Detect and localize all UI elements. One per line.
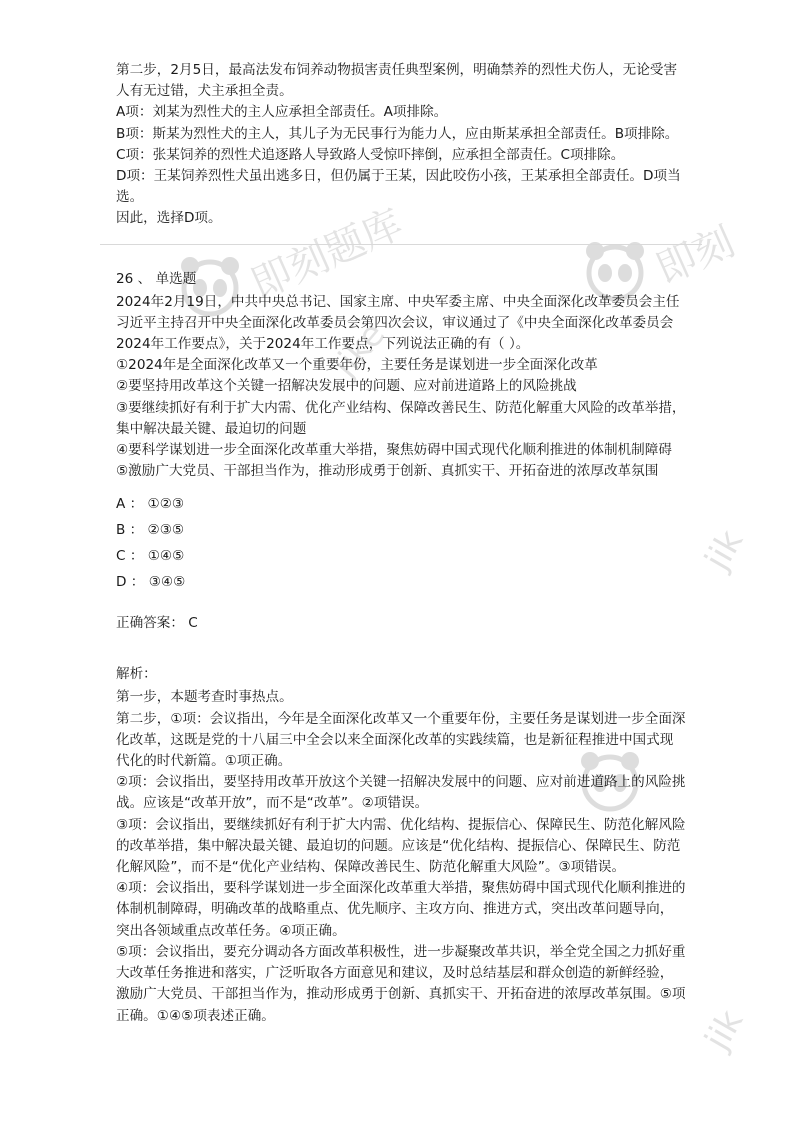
previous-explanation <box>116 60 686 230</box>
question-statement: ①2024年是全面深化改革又一个重要年份，主要任务是谋划进一步全面深化改革 <box>116 357 598 374</box>
question-block <box>116 269 686 1027</box>
analysis-line: ②项：会议指出，要坚持用改革开放这个关键一招解决发展中的问题、应对前进道路上的风险挑战。应该是“改革开放”，而不是“改革”。②项错误。 <box>116 774 686 812</box>
watermark-url-text: jik <box>697 1003 752 1057</box>
explanation-line: 第二步，2月5日，最高法发布饲养动物损害责任典型案例，明确禁养的烈性犬伤人，无论受害人有无过错，犬主承担全责。 <box>116 62 678 100</box>
question-number: 26 、 单选题 <box>116 270 197 287</box>
question-statement: ⑤激励广大党员、干部担当作为，推动形成勇于创新、真抓实干、开拓奋进的浓厚改革氛围 <box>116 463 659 480</box>
option-d[interactable]: D ： ③④⑤ <box>116 574 186 591</box>
explanation-line: C项：张某饲养的烈性犬追逐路人导致路人受惊吓摔倒，应承担全部责任。C项排除。 <box>116 146 625 163</box>
watermark-url-bottom <box>697 1003 751 1056</box>
watermark-url-text: jik <box>697 523 752 577</box>
analysis-line: ③项：会议指出，要继续抓好有利于扩大内需、优化结构、提振信心、保障民生、防范化解风险的改革举措，集中解决最关键、最迫切的问题。应该是“优化结构、提振信心、保障民生、防范化解风险”，而不是“优化产业结构、保障改善民生、防范化解重大风险”。③项错误。 <box>116 816 686 876</box>
analysis-line: 第二步，①项：会议指出，今年是全面深化改革又一个重要年份，主要任务是谋划进一步全面深化改革，这既是党的十八届三中全会以来全面深化改革的实践续篇，也是新征程推进中国式现代化的时代新篇。①项正确。 <box>116 710 686 770</box>
analysis-title: 解析： <box>116 666 157 683</box>
watermark-text: 即刻题库 <box>244 201 410 309</box>
option-a[interactable]: A ： ①②③ <box>116 496 185 513</box>
section-divider <box>100 244 702 245</box>
option-c[interactable]: C ： ①④⑤ <box>116 548 185 565</box>
question-statement: ②要坚持用改革这个关键一招解决发展中的问题、应对前进道路上的风险挑战 <box>116 378 577 395</box>
explanation-line: D项：王某饲养烈性犬虽出逃多日，但仍属于王某，因此咬伤小孩，王某承担全部责任。D项当选。 <box>116 168 681 206</box>
correct-answer: 正确答案： C <box>116 615 198 632</box>
question-statement: ④要科学谋划进一步全面深化改革重大举措，聚焦妨碍中国式现代化顺利推进的体制机制障碍 <box>116 442 672 459</box>
question-stem: 2024年2月19日，中共中央总书记、国家主席、中央军委主席、中央全面深化改革委员会主任习近平主持召开中央全面深化改革委员会第四次会议，审议通过了《中央全面深化改革委员会2024年工作要点》，关于2024年工作要点，下列说法正确的有（ ）。 <box>116 293 680 353</box>
explanation-line: A项：刘某为烈性犬的主人应承担全部责任。A项排除。 <box>116 104 448 121</box>
explanation-line: 因此，选择D项。 <box>116 210 222 227</box>
document-page <box>116 60 686 1027</box>
watermark-url-right <box>697 523 751 576</box>
option-b[interactable]: B ： ②③⑤ <box>116 522 185 539</box>
analysis-line: ④项：会议指出，要科学谋划进一步全面深化改革重大举措，聚焦妨碍中国式现代化顺利推进的体制机制障碍，明确改革的战略重点、优先顺序、主攻方向、推进方式，突出改革问题导向，突出各领域重点改革任务。④项正确。 <box>116 880 686 939</box>
options-list <box>116 494 686 593</box>
explanation-line: B项：斯某为烈性犬的主人，其儿子为无民事行为能力人，应由斯某承担全部责任。B项排除。 <box>116 125 679 142</box>
analysis-line: 第一步，本题考查时事热点。 <box>116 689 293 706</box>
watermark-url-text: jike <box>325 314 394 386</box>
analysis-line: ⑤项：会议指出，要充分调动各方面改革积极性，进一步凝聚改革共识，举全党全国之力抓好重大改革任务推进和落实，广泛听取各方面意见和建议，及时总结基层和群众创造的新鲜经验，激励广大党员、干部担当作为，推动形成勇于创新、真抓实干、开拓奋进的浓厚改革氛围。⑤项正确。①④⑤项表述正确。 <box>116 943 686 1024</box>
watermark-text: 即刻 <box>649 218 742 294</box>
question-statement: ③要继续抓好有利于扩大内需、优化产业结构、保障改善民生、防范化解重大风险的改革举措，集中解决最关键、最迫切的问题 <box>116 399 686 437</box>
